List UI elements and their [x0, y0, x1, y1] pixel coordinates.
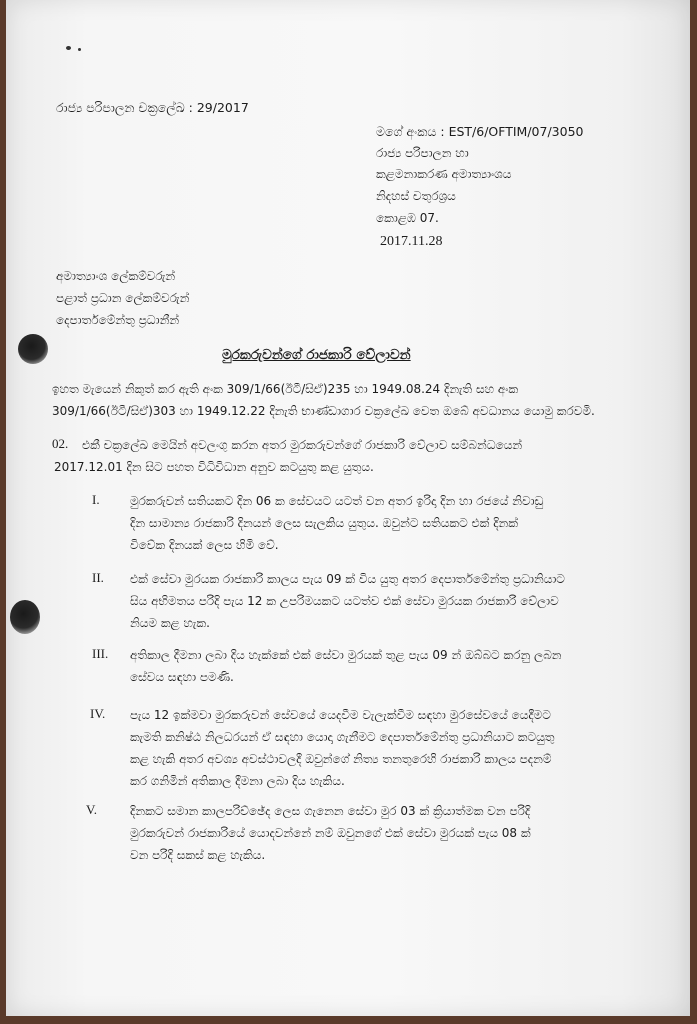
item-number: IV. [90, 706, 106, 721]
letter-date: 2017.11.28 [380, 234, 443, 249]
ink-speck [78, 48, 81, 51]
sender-line-2: කළමනාකරණ අමාත්‍යාංශය [376, 167, 512, 181]
item-line: නියම කළ හැක. [130, 616, 210, 630]
item-line: සිය අභිමතය පරිදි පැය 12 ක උපරිමයකට යටත්ව එක් සේවා මුරයක රාජකාරි වේලාව [130, 594, 559, 608]
item-line: කැමති කනිෂ්ඨ නිලධරයන් ඒ සඳහා යොදා ගැනීමට දෙපාර්තමේන්තු ප්‍රධානියාට කටයුතු [130, 730, 555, 744]
item-text [130, 800, 531, 866]
punch-hole-bottom [10, 600, 40, 634]
paragraph-line: 2017.12.01 දින සිට පහත විධිවිධාන අනුව කටයුතු කළ යුතුය. [54, 460, 374, 474]
item-line: අතිකාල දීමනා ලබා දිය හැක්කේ එක් සේවා මුරයක් තුළ පැය 09 න් ඔබ්බට කරනු ලබන [130, 648, 562, 662]
sender-line-4: කොළඹ 07. [376, 211, 439, 225]
item-line: දිනකට සමාන කාලපරිච්ඡේද ලෙස ගැනෙන සේවා මුර 03 ක් ක්‍රියාත්මක වන පරිදි [130, 804, 531, 818]
paragraph-line: 309/1/66(ඊටී/සිඒ)303 හා 1949.12.22 දිනැති භාණ්ඩාගාර චක්‍රලේඛ වෙත ඔබේ අවධානය යොමු කරවමි. [52, 404, 595, 418]
item-line: සේවය සඳහා පමණි. [130, 670, 234, 684]
item-text [130, 568, 565, 634]
item-line: විවේක දිනයක් ලෙස හිමි වේ. [130, 538, 279, 552]
item-line: මුරකරුවන් රාජකාරියේ යොදවන්නේ නම් ඔවුනගේ එක් සේවා මුරයක් පැය 08 ක් [130, 826, 531, 840]
item-line: කර ගනිමින් අතිකාල දීමනා ලබා දිය හැකිය. [130, 774, 345, 788]
reference-number: මගේ අංකය : EST/6/OFTIM/07/3050 [376, 124, 584, 139]
paragraph-number: 02. [52, 436, 69, 451]
addressee-line: පළාත් ප්‍රධාන ලේකම්වරුන් [56, 291, 190, 305]
document-page [6, 0, 690, 1016]
item-line: කළ හැකි අතර අවශ්‍ය අවස්ථාවලදී ඔවුන්ගේ නිත්‍ය තනතුරෙහි රාජකාරි කාලය පදනම් [130, 752, 552, 766]
addressee-line: අමාත්‍යාංශ ලේකම්වරුන් [56, 269, 176, 283]
paragraph-line: එකී චක්‍රලේඛ මෙයින් අවලංගු කරන අතර මුරකරුවන්ගේ රාජකාරි වේලාව සම්බන්ධයෙන් [82, 438, 523, 452]
paragraph-1 [52, 378, 595, 422]
addressee-line: දෙපාර්තමේන්තු ප්‍රධානීන් [56, 313, 180, 327]
punch-hole-top [18, 334, 48, 364]
item-text [130, 704, 555, 792]
item-number: III. [92, 646, 109, 661]
item-text [130, 490, 543, 556]
item-line: මුරකරුවන් සතියකට දින 06 ක සේවයට යටත් වන අතර ඉරිදා දින හා රජයේ නිවාඩු [130, 494, 544, 508]
item-number: II. [92, 570, 104, 585]
ink-speck [66, 46, 71, 50]
paragraph-2 [54, 434, 522, 478]
circular-number: රාජ්‍ය පරිපාලන චක්‍රලේඛ : 29/2017 [56, 100, 249, 115]
item-line: එක් සේවා මුරයක රාජකාරි කාලය පැය 09 ක් විය යුතු අතර දෙපාර්තමේන්තු ප්‍රධානියාට [130, 572, 565, 586]
item-line: දින සාමාන්‍ය රාජකාරි දිනයන් ලෙස සැලකිය යුතුය. ඔවුන්ට සතියකට එක් දිනක් [130, 516, 519, 530]
paragraph-line: ඉහත මැයෙන් නිකුත් කර ඇති අංක 309/1/66(ඊටී/සිඒ)235 හා 1949.08.24 දිනැති සහ අංක [52, 382, 519, 396]
item-text [130, 644, 562, 688]
item-number: V. [86, 802, 97, 817]
item-line: වන පරිදි සකස් කළ හැකිය. [130, 848, 266, 862]
sender-line-3: නිදහස් චතුරශ්‍රය [376, 189, 456, 203]
item-number: I. [92, 492, 100, 507]
sender-line-1: රාජ්‍ය පරිපාලන හා [376, 146, 469, 160]
item-line: පැය 12 ඉක්මවා මුරකරුවන් සේවයේ යෙදවීම වැලැක්වීම සඳහා මුරසේවයේ යෙදීමට [130, 708, 551, 722]
document-title: මුරකරුවන්ගේ රාජකාරි වේලාවන් [222, 347, 411, 363]
